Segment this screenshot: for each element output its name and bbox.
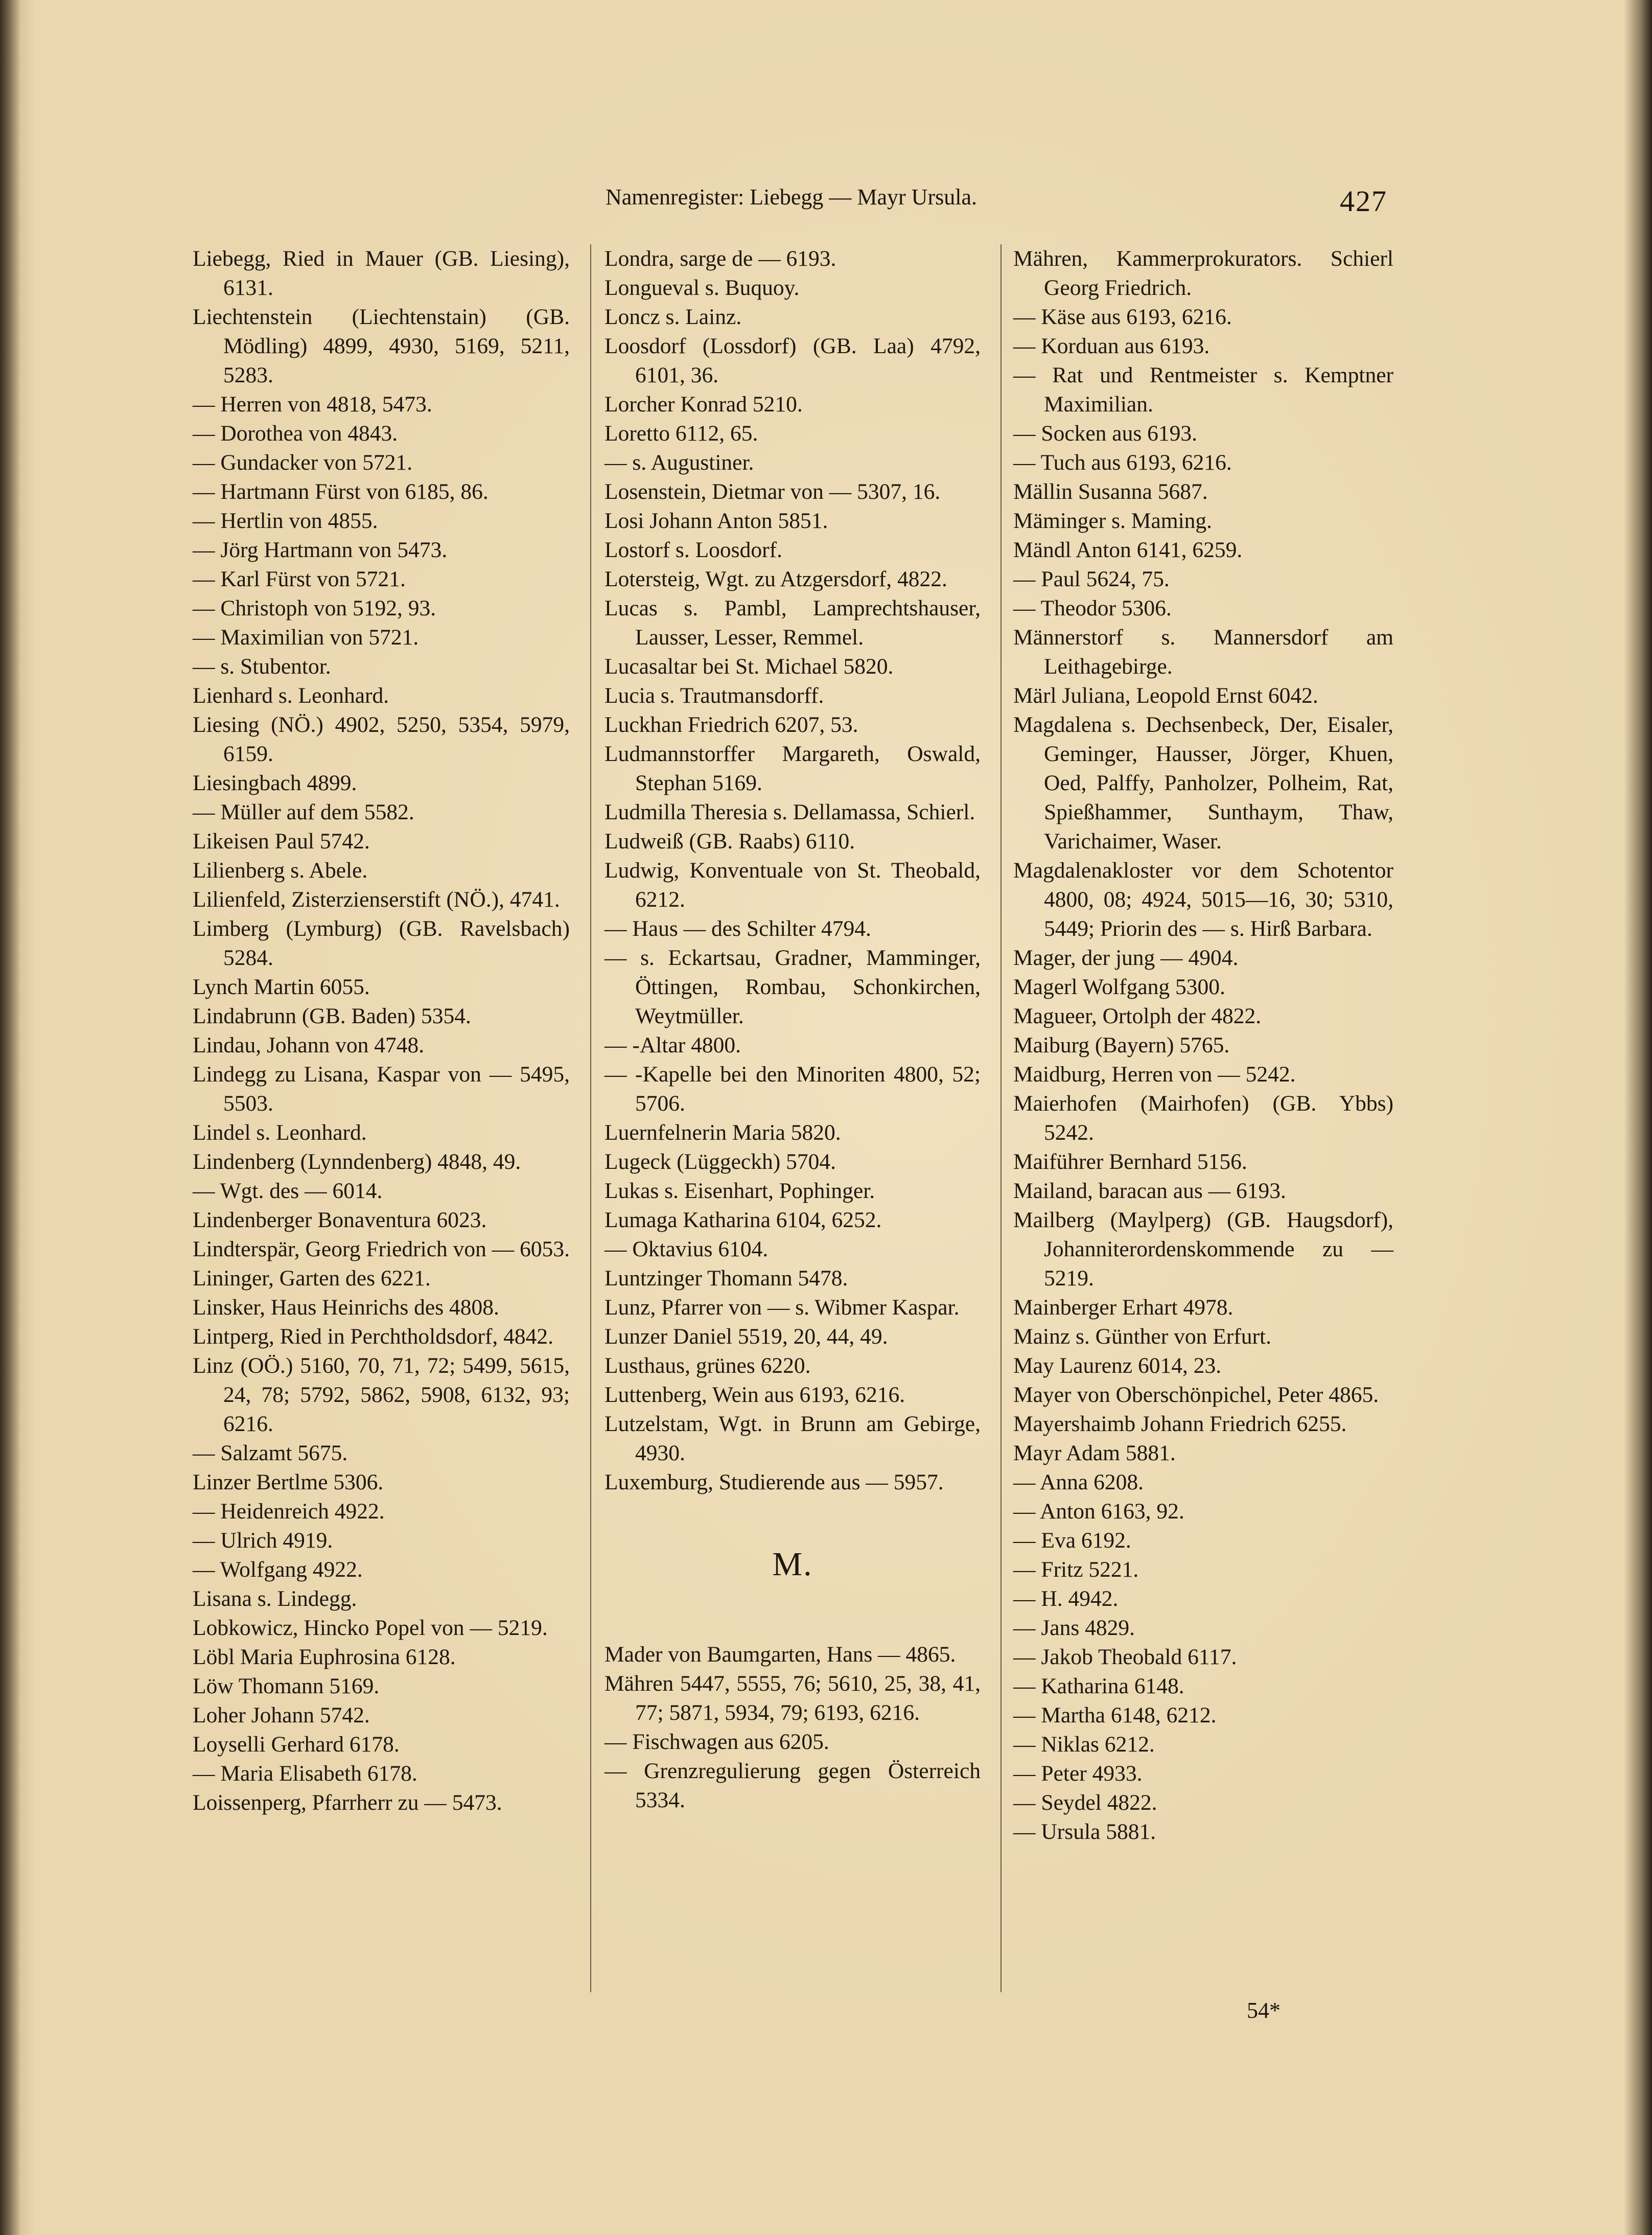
index-entry: Lugeck (Lüggeckh) 5704. [604, 1149, 836, 1174]
index-entry: — Fischwagen aus 6205. [604, 1730, 829, 1754]
index-entry: Lindel s. Leonhard. [193, 1120, 367, 1145]
index-entry: Maidburg, Herren von — 5242. [1013, 1062, 1296, 1087]
index-entry: Löbl Maria Euphrosina 6128. [193, 1645, 456, 1669]
index-entry: Losenstein, Dietmar von — 5307, 16. [604, 479, 941, 504]
index-entry: — Grenzregulierung gegen Österreich 5334. [604, 1759, 981, 1812]
index-entry: Londra, sarge de — 6193. [604, 246, 836, 271]
index-entry: Lienhard s. Leonhard. [193, 683, 389, 708]
signature-mark: 54* [1247, 1998, 1281, 2023]
page-edge-shadow [1624, 0, 1652, 2235]
index-entry: — Tuch aus 6193, 6216. [1013, 450, 1232, 475]
index-entry: — Salzamt 5675. [193, 1441, 348, 1465]
index-entry: — Peter 4933. [1013, 1761, 1143, 1786]
index-entry: Maiführer Bernhard 5156. [1013, 1149, 1247, 1174]
index-entry: Luttenberg, Wein aus 6193, 6216. [604, 1383, 905, 1407]
index-entry: — -Altar 4800. [604, 1033, 741, 1057]
index-entry: — Dorothea von 4843. [193, 421, 398, 446]
index-entry: Löw Thomann 5169. [193, 1674, 380, 1698]
index-entry: — Ulrich 4919. [193, 1528, 333, 1553]
index-entry: — Käse aus 6193, 6216. [1013, 305, 1232, 329]
index-entry: Maierhofen (Mairhofen) (GB. Ybbs) 5242. [1013, 1091, 1393, 1145]
index-entry: Magdalenakloster vor dem Schotentor 4800, 08; 4924, 5015—16, 30; 5310, 5449; Priorin des — s. Hirß Barbara. [1013, 858, 1393, 941]
index-entry: — Wgt. des — 6014. [193, 1179, 383, 1203]
index-entry: Männerstorf s. Mannersdorf am Leithagebirge. [1013, 625, 1393, 679]
index-entry: — Jörg Hartmann von 5473. [193, 538, 448, 562]
index-entry: Liechtenstein (Liechtenstain) (GB. Mödling) 4899, 4930, 5169, 5211, 5283. [193, 305, 570, 387]
index-entry: Lindau, Johann von 4748. [193, 1033, 425, 1057]
index-entry: Magerl Wolfgang 5300. [1013, 975, 1225, 999]
index-entry: — s. Eckartsau, Gradner, Mamminger, Öttingen, Rombau, Schonkirchen, Weytmüller. [604, 946, 981, 1028]
index-entry: Maiburg (Bayern) 5765. [1013, 1033, 1230, 1057]
index-entry: Lobkowicz, Hincko Popel von — 5219. [193, 1616, 548, 1640]
index-entry: Luckhan Friedrich 6207, 53. [604, 712, 858, 737]
index-entry: Mäminger s. Maming. [1013, 509, 1213, 533]
index-entry: Ludweiß (GB. Raabs) 6110. [604, 829, 855, 854]
index-entry: Lorcher Konrad 5210. [604, 392, 803, 417]
index-entry: Luxemburg, Studierende aus — 5957. [604, 1470, 944, 1494]
index-entry: Lucasaltar bei St. Michael 5820. [604, 654, 894, 679]
index-column-3 [1013, 244, 1393, 1847]
index-entry: Mager, der jung — 4904. [1013, 946, 1239, 970]
index-entry: — Heidenreich 4922. [193, 1499, 385, 1524]
index-entry: — Socken aus 6193. [1013, 421, 1198, 446]
index-entry: — s. Stubentor. [193, 654, 331, 679]
index-entry: — Seydel 4822. [1013, 1790, 1157, 1815]
index-entry: — Hartmann Fürst von 6185, 86. [193, 479, 488, 504]
page-number: 427 [1340, 185, 1387, 218]
index-entry: Lucas s. Pambl, Lamprechtshauser, Lausser, Lesser, Remmel. [604, 596, 981, 650]
index-entry: — Theodor 5306. [1013, 596, 1172, 620]
index-entry: Lindterspär, Georg Friedrich von — 6053. [193, 1237, 570, 1261]
index-entry: — -Kapelle bei den Minoriten 4800, 52; 5706. [604, 1062, 981, 1116]
index-entry: Mändl Anton 6141, 6259. [1013, 538, 1243, 562]
index-entry: Mällin Susanna 5687. [1013, 479, 1208, 504]
index-entry: — Korduan aus 6193. [1013, 334, 1210, 358]
index-entry: — Katharina 6148. [1013, 1674, 1184, 1698]
index-column-2 [604, 244, 981, 1815]
index-entry: — Eva 6192. [1013, 1528, 1131, 1553]
index-entry: Loretto 6112, 65. [604, 421, 758, 446]
index-entry: Magdalena s. Dechsenbeck, Der, Eisaler, Geminger, Hausser, Jörger, Khuen, Oed, Palffy, Panholzer, Polheim, Rat, Spießhammer, Sunthaym, Thaw, Varichaimer, Waser. [1013, 712, 1393, 854]
index-entry: Mähren, Kammerprokurators. Schierl Georg Friedrich. [1013, 246, 1393, 300]
index-entry: — Christoph von 5192, 93. [193, 596, 436, 620]
index-entry: Mayer von Oberschönpichel, Peter 4865. [1013, 1383, 1379, 1407]
index-entry: Lindegg zu Lisana, Kaspar von — 5495, 5503. [193, 1062, 570, 1116]
index-entry: Ludwig, Konventuale von St. Theobald, 6212. [604, 858, 981, 912]
index-entry: Mailand, baracan aus — 6193. [1013, 1179, 1286, 1203]
index-entry: — Jans 4829. [1013, 1616, 1135, 1640]
index-entry: Linsker, Haus Heinrichs des 4808. [193, 1295, 499, 1320]
index-entry: — Oktavius 6104. [604, 1237, 769, 1261]
index-entry: Lotersteig, Wgt. zu Atzgersdorf, 4822. [604, 567, 947, 591]
index-entry: — Niklas 6212. [1013, 1732, 1155, 1757]
index-entry: Lilienfeld, Zisterzienserstift (NÖ.), 4741. [193, 887, 560, 912]
index-entry: — s. Augustiner. [604, 450, 754, 475]
index-entry: Linz (OÖ.) 5160, 70, 71, 72; 5499, 5615, 24, 78; 5792, 5862, 5908, 6132, 93; 6216. [193, 1353, 570, 1436]
index-entry: Mader von Baumgarten, Hans — 4865. [604, 1642, 956, 1667]
index-entry: Linzer Bertlme 5306. [193, 1470, 384, 1494]
index-entry: Lindenberger Bonaventura 6023. [193, 1208, 487, 1232]
index-entry: Lutzelstam, Wgt. in Brunn am Gebirge, 4930. [604, 1412, 981, 1465]
column-divider [1000, 244, 1002, 1992]
running-header: Namenregister: Liebegg — Mayr Ursula. [606, 185, 977, 210]
index-entry: Mainz s. Günther von Erfurt. [1013, 1324, 1271, 1349]
index-entry: — Hertlin von 4855. [193, 509, 378, 533]
index-entry: — Fritz 5221. [1013, 1557, 1139, 1582]
index-entry: Mailberg (Maylperg) (GB. Haugsdorf), Johanniterordenskommende zu — 5219. [1013, 1208, 1393, 1291]
index-entry: Losi Johann Anton 5851. [604, 509, 828, 533]
index-entry: Luernfelnerin Maria 5820. [604, 1120, 841, 1145]
index-entry: Liebegg, Ried in Mauer (GB. Liesing), 6131. [193, 246, 570, 300]
index-column-1 [193, 244, 570, 1817]
index-entry: — H. 4942. [1013, 1586, 1119, 1611]
index-entry: Lindabrunn (GB. Baden) 5354. [193, 1004, 471, 1028]
index-entry: — Maria Elisabeth 6178. [193, 1761, 417, 1786]
index-entry: Luntzinger Thomann 5478. [604, 1266, 848, 1291]
index-entry: — Karl Fürst von 5721. [193, 567, 406, 591]
index-entry: Lilienberg s. Abele. [193, 858, 368, 883]
index-entry: Longueval s. Buquoy. [604, 275, 800, 300]
index-entry: Lintperg, Ried in Perchtholdsdorf, 4842. [193, 1324, 553, 1349]
index-entry: Mähren 5447, 5555, 76; 5610, 25, 38, 41, 77; 5871, 5934, 79; 6193, 6216. [604, 1671, 981, 1725]
index-entry: Lindenberg (Lynndenberg) 4848, 49. [193, 1149, 521, 1174]
index-entry: Mayr Adam 5881. [1013, 1441, 1176, 1465]
index-entry: Ludmilla Theresia s. Dellamassa, Schierl. [604, 800, 975, 824]
index-entry: Limberg (Lymburg) (GB. Ravelsbach) 5284. [193, 916, 570, 970]
index-entry: Lumaga Katharina 6104, 6252. [604, 1208, 882, 1232]
index-entry: Liesing (NÖ.) 4902, 5250, 5354, 5979, 6159. [193, 712, 570, 766]
index-entry: — Maximilian von 5721. [193, 625, 419, 650]
index-entry: Lunzer Daniel 5519, 20, 44, 49. [604, 1324, 888, 1349]
index-entry: Lostorf s. Loosdorf. [604, 538, 782, 562]
index-entry: — Müller auf dem 5582. [193, 800, 414, 824]
index-entry: Mayershaimb Johann Friedrich 6255. [1013, 1412, 1347, 1436]
column-divider [590, 244, 591, 1992]
index-entry: — Martha 6148, 6212. [1013, 1703, 1217, 1727]
index-entry: Liesingbach 4899. [193, 771, 357, 795]
index-entry: Lisana s. Lindegg. [193, 1586, 357, 1611]
index-entry: Lukas s. Eisenhart, Pophinger. [604, 1179, 875, 1203]
index-entry: Märl Juliana, Leopold Ernst 6042. [1013, 683, 1318, 708]
index-entry: Magueer, Ortolph der 4822. [1013, 1004, 1262, 1028]
index-entry: — Rat und Rentmeister s. Kemptner Maximilian. [1013, 363, 1393, 417]
index-entry: Lucia s. Trautmansdorff. [604, 683, 824, 708]
index-entry: — Jakob Theobald 6117. [1013, 1645, 1237, 1669]
index-entry: — Anna 6208. [1013, 1470, 1144, 1494]
index-entry: — Paul 5624, 75. [1013, 567, 1170, 591]
index-entry: — Gundacker von 5721. [193, 450, 413, 475]
index-entry: — Haus — des Schilter 4794. [604, 916, 871, 941]
index-entry: — Ursula 5881. [1013, 1819, 1156, 1844]
index-entry: Lusthaus, grünes 6220. [604, 1353, 811, 1378]
index-entry: Loyselli Gerhard 6178. [193, 1732, 400, 1757]
page-gutter-shadow [0, 0, 20, 2235]
index-entry: Likeisen Paul 5742. [193, 829, 370, 854]
index-entry: Lininger, Garten des 6221. [193, 1266, 431, 1291]
index-entry: Loher Johann 5742. [193, 1703, 370, 1727]
section-letter-heading: M. [772, 1546, 813, 1583]
index-entry: Loncz s. Lainz. [604, 305, 742, 329]
index-entry: Lunz, Pfarrer von — s. Wibmer Kaspar. [604, 1295, 960, 1320]
index-entry: Loissenperg, Pfarrherr zu — 5473. [193, 1790, 502, 1815]
index-entry: — Anton 6163, 92. [1013, 1499, 1184, 1524]
index-entry: Loosdorf (Lossdorf) (GB. Laa) 4792, 6101, 36. [604, 334, 981, 387]
index-entry: — Herren von 4818, 5473. [193, 392, 432, 417]
index-entry: Lynch Martin 6055. [193, 975, 370, 999]
index-entry: Ludmannstorffer Margareth, Oswald, Stephan 5169. [604, 742, 981, 795]
index-entry: — Wolfgang 4922. [193, 1557, 363, 1582]
index-entry: Mainberger Erhart 4978. [1013, 1295, 1234, 1320]
index-entry: May Laurenz 6014, 23. [1013, 1353, 1222, 1378]
